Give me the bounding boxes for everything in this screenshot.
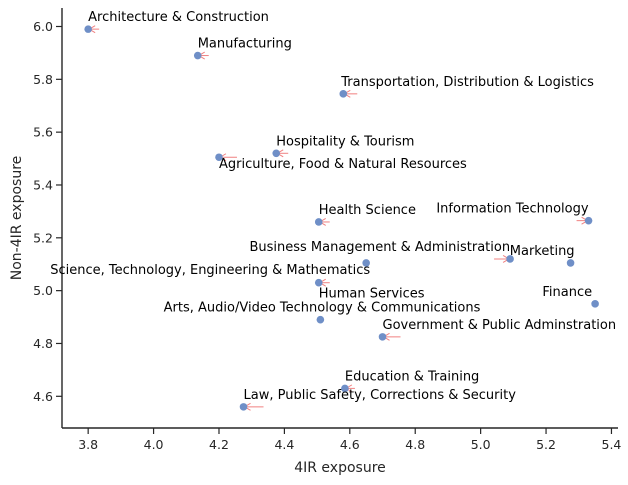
x-tick-label: 5.4 — [601, 437, 622, 452]
data-point — [315, 279, 323, 287]
point-label: Law, Public Safety, Corrections & Security — [243, 387, 516, 403]
data-point — [585, 217, 593, 225]
y-tick-label: 4.6 — [33, 388, 53, 404]
x-tick-label: 4.8 — [405, 437, 426, 452]
point-label: Manufacturing — [197, 36, 292, 52]
x-tick-label: 5.0 — [470, 437, 491, 452]
y-axis-title: Non-4IR exposure — [9, 155, 25, 281]
data-point — [567, 259, 575, 267]
y-tick-label: 5.8 — [33, 71, 53, 87]
data-point — [591, 300, 599, 308]
point-label: Arts, Audio/Video Technology & Communications — [163, 300, 481, 316]
data-point — [84, 25, 92, 33]
x-axis-title: 4IR exposure — [294, 460, 386, 476]
data-point — [317, 316, 325, 324]
point-label: Marketing — [509, 243, 575, 259]
x-tick-label: 4.0 — [143, 437, 164, 452]
data-point — [240, 403, 248, 411]
point-label: Science, Technology, Engineering & Mathematics — [50, 262, 371, 278]
x-tick-label: 4.4 — [274, 437, 295, 452]
point-label: Agriculture, Food & Natural Resources — [218, 157, 467, 173]
x-tick-label: 4.6 — [339, 437, 360, 452]
point-label: Information Technology — [436, 201, 589, 217]
data-point — [194, 52, 202, 60]
y-tick-label: 5.4 — [33, 177, 53, 193]
point-label: Architecture & Construction — [88, 10, 269, 26]
y-tick-label: 5.6 — [33, 124, 53, 140]
point-label: Human Services — [318, 286, 425, 302]
data-point — [339, 90, 347, 98]
data-point — [379, 333, 387, 341]
point-label-layer — [50, 10, 616, 403]
y-tick-label: 6.0 — [33, 18, 53, 34]
data-point — [272, 149, 280, 157]
y-tick-label: 5.0 — [33, 283, 53, 299]
y-tick-label: 5.2 — [33, 230, 53, 246]
data-point — [315, 218, 323, 226]
y-tick-label: 4.8 — [33, 335, 53, 351]
point-label: Business Management & Administration — [249, 239, 511, 255]
point-label: Education & Training — [344, 369, 480, 385]
x-tick-label: 4.2 — [209, 437, 229, 452]
point-label: Government & Public Adminstration — [382, 317, 617, 333]
point-label: Transportation, Distribution & Logistics — [341, 74, 594, 90]
point-label: Hospitality & Tourism — [276, 134, 415, 150]
point-label: Health Science — [318, 202, 416, 218]
x-tick-label: 3.8 — [78, 437, 99, 452]
x-tick-label: 5.2 — [536, 437, 556, 452]
point-label: Finance — [542, 284, 593, 300]
